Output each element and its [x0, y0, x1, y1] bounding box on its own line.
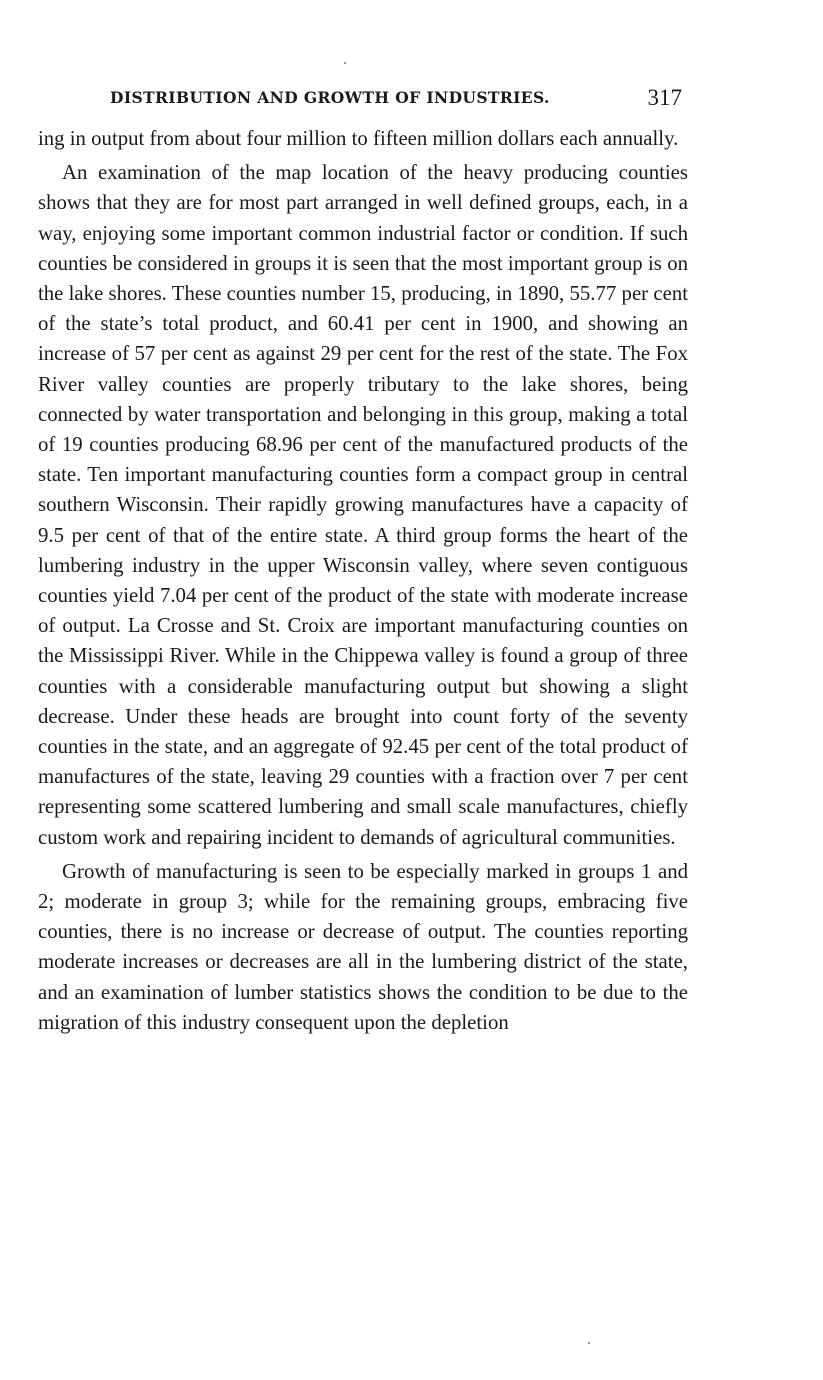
running-head — [38, 84, 688, 118]
book-page — [38, 84, 688, 1038]
running-title: DISTRIBUTION AND GROWTH OF INDUSTRIES. — [110, 88, 550, 107]
page-number: 317 — [647, 85, 682, 110]
paragraph-growth: Growth of manufacturing is seen to be especially marked in groups 1 and 2; moderate in group 3; while for the remaining groups, embracing five counties, there is no increase or decrease of output. The counties reporting moderate increases or decreases are all in the lumbering district of the state, and an examination of lumber statistics shows the condition to be due to the migration of this industry consequent upon the depletion — [38, 859, 688, 1034]
scan-speck — [344, 62, 346, 64]
scan-speck — [588, 1342, 590, 1344]
paragraph-continuation: ing in output from about four million to fifteen million dollars each annually. — [38, 127, 679, 150]
paragraph-county-groups: An examination of the map location of the heavy producing counties shows that they are for most part arranged in well defined groups, each, in a way, enjoying some important common industrial factor or condition. If such counties be considered in groups it is seen that the most important group is on the lake shores. These counties number 15, producing, in 1890, 55.77 per cent of the state’s total product, and 60.41 per cent in 1900, and showing an increase of 57 per cent as against 29 per cent for the rest of the state. The Fox River valley counties are properly tributary to the lake shores, being connected by water transportation and belonging in this group, making a total of 19 counties producing 68.96 per cent of the manufactured products of the state. Ten important manufacturing counties form a compact group in central southern Wisconsin. Their rapidly growing manufactures have a capacity of 9.5 per cent of that of the entire state. A third group forms the heart of the lumbering industry in the upper Wisconsin valley, where seven contiguous counties yield 7.04 per cent of the product of the state with moderate increase of output. La Crosse and St. Croix are important manufacturing counties on the Mississippi River. While in the Chippewa valley is found a group of three counties with a considerable manufacturing output but showing a slight decrease. Under these heads are brought into count forty of the seventy counties in the state, and an aggregate of 92.45 per cent of the total product of manufactures of the state, leaving 29 counties with a fraction over 7 per cent representing some scattered lumbering and small scale manufactures, chiefly custom work and repairing incident to demands of agricultural communities. — [38, 161, 688, 849]
body-text — [38, 124, 688, 1038]
